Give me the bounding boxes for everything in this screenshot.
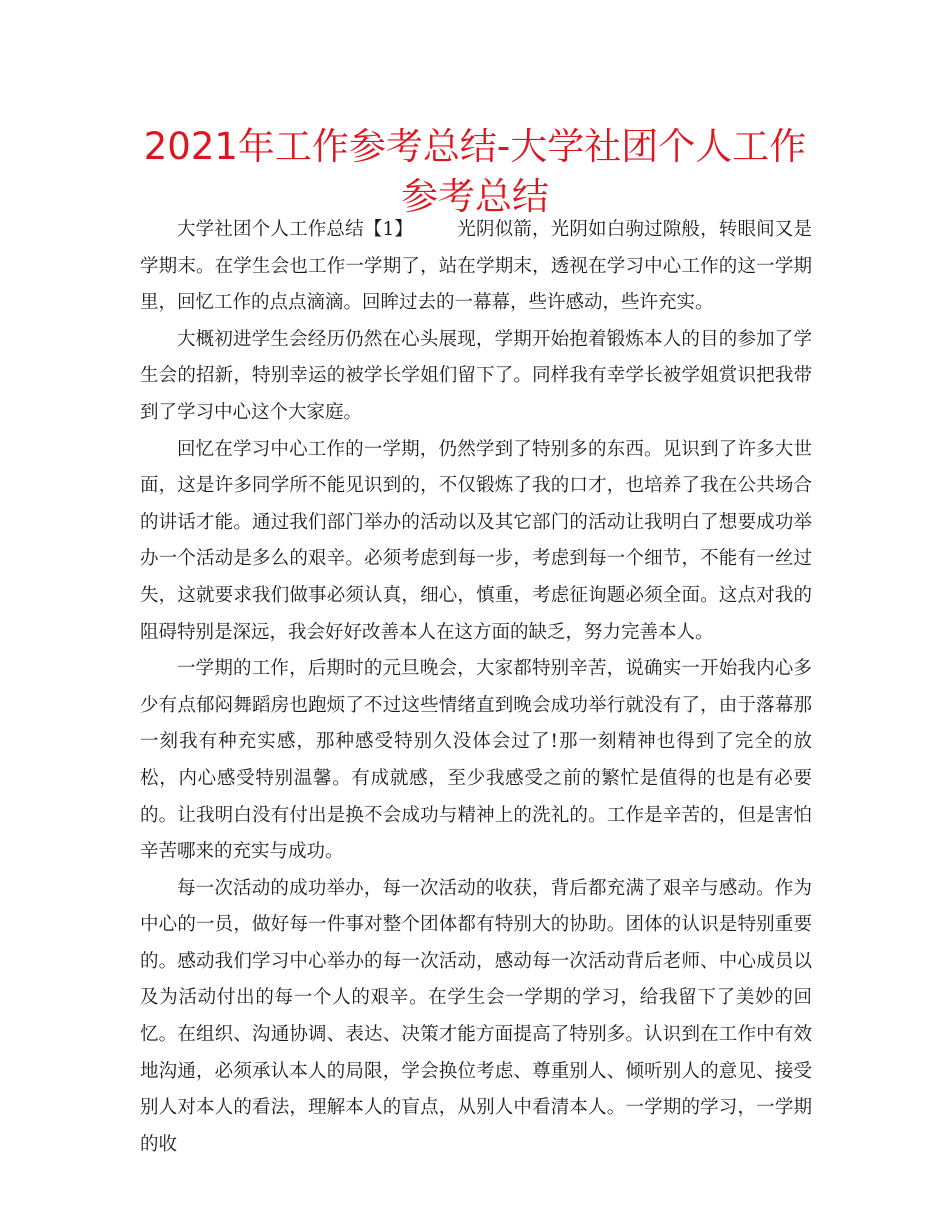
- paragraph-4: 一学期的工作，后期时的元旦晚会，大家都特别辛苦，说确实一开始我内心多少有点郁闷舞蹈房也跑烦了不过这些情绪直到晚会成功举行就没有了，由于落幕那一刻我有种充实感，那种感受特别久没体会过了!那一刻精神也得到了完全的放松，内心感受特别温馨。有成就感，至少我感受之前的繁忙是值得的也是有必要的。让我明白没有付出是换不会成功与精神上的洗礼的。工作是辛苦的，但是害怕辛苦哪来的充实与成功。: [140, 658, 812, 863]
- paragraph-1-text: 光阴似箭，光阴如白驹过隙般，转眼间又是学期末。在学生会也工作一学期了，站在学期末，透视在学习中心工作的这一学期里，回忆工作的点点滴滴。回眸过去的一幕幕，些许感动，些许充实。: [140, 219, 812, 314]
- paragraph-1-lead: 大学社团个人工作总结【1】: [177, 219, 414, 240]
- document-title: 2021年工作参考总结-大学社团个人工作参考总结: [143, 125, 807, 218]
- document-body: [140, 212, 812, 1163]
- paragraph-3: 回忆在学习中心工作的一学期，仍然学到了特别多的东西。见识到了许多大世面，这是许多同学所不能见识到的，不仅锻炼了我的口才，也培养了我在公共场合的讲话才能。通过我们部门举办的活动以及其它部门的活动让我明白了想要成功举办一个活动是多么的艰辛。必须考虑到每一步，考虑到每一个细节，不能有一丝过失，这就要求我们做事必须认真，细心，慎重，考虑征询题必须全面。这点对我的阻碍特别是深远，我会好好改善本人在这方面的缺乏，努力完善本人。: [140, 438, 812, 643]
- paragraph-5: 每一次活动的成功举办，每一次活动的收获，背后都充满了艰辛与感动。作为中心的一员，做好每一件事对整个团体都有特别大的协助。团体的认识是特别重要的。感动我们学习中心举办的每一次活动，感动每一次活动背后老师、中心成员以及为活动付出的每一个人的艰辛。在学生会一学期的学习，给我留下了美妙的回忆。在组织、沟通协调、表达、决策才能方面提高了特别多。认识到在工作中有效地沟通，必须承认本人的局限，学会换位考虑、尊重别人、倾听别人的意见、接受别人对本人的看法，理解本人的盲点，从别人中看清本人。一学期的学习，一学期的收: [140, 877, 812, 1155]
- paragraph-2: 大概初进学生会经历仍然在心头展现，学期开始抱着锻炼本人的目的参加了学生会的招新，特别幸运的被学长学姐们留下了。同样我有幸学长被学姐赏识把我带到了学习中心这个大家庭。: [140, 328, 812, 423]
- paragraph-1: [140, 212, 812, 322]
